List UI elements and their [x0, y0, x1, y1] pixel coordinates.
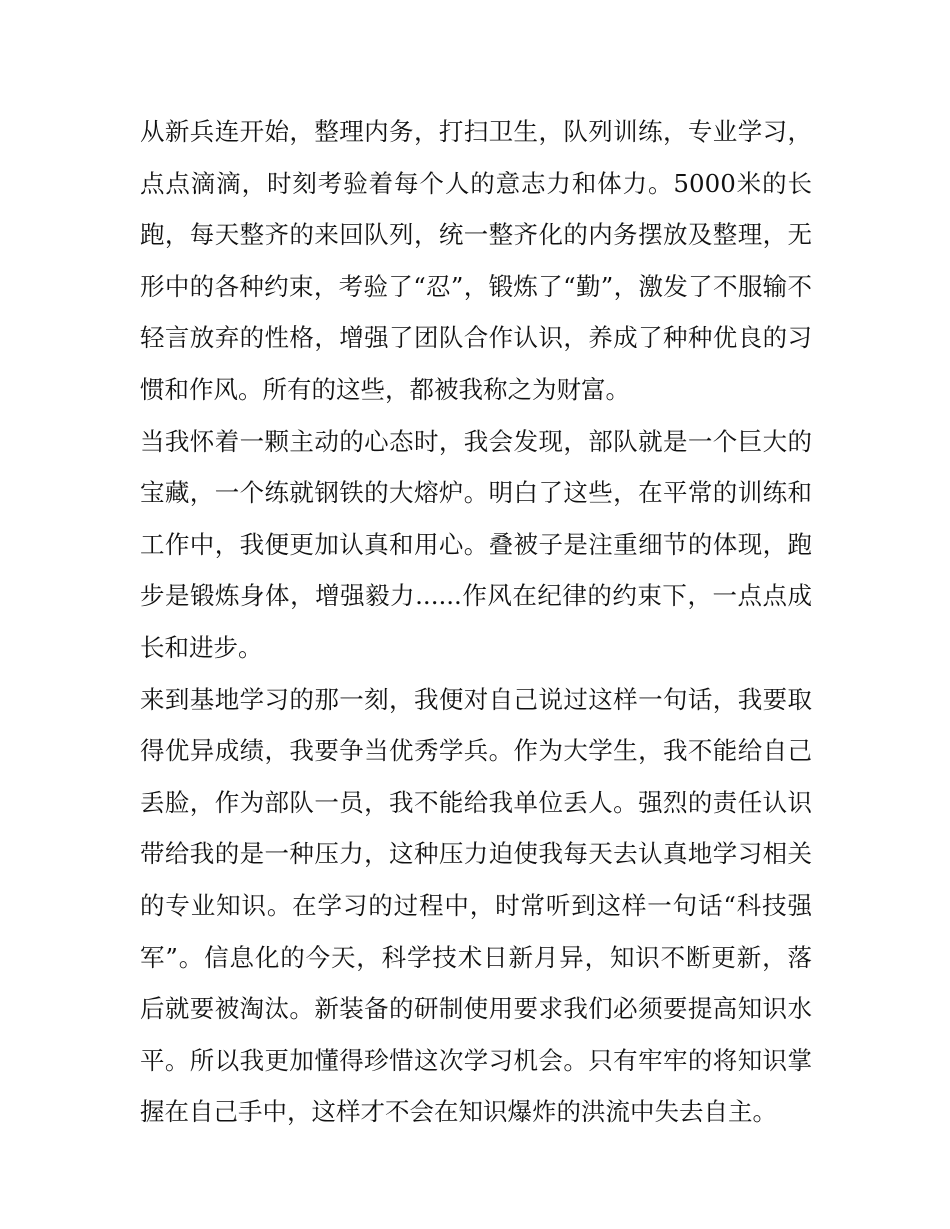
paragraph-1: 从新兵连开始，整理内务，打扫卫生，队列训练，专业学习，点点滴滴，时刻考验着每个人的意志力和体力。5000米的长跑，每天整齐的来回队列，统一整齐化的内务摆放及整理，无形中的各种约束，考验了“忍”，锻炼了“勤”，激发了不服输不轻言放弃的性格，增强了团队合作认识，养成了种种优良的习惯和作风。所有的这些，都被我称之为财富。 — [140, 117, 812, 404]
paragraph-2: 当我怀着一颗主动的心态时，我会发现，部队就是一个巨大的宝藏，一个练就钢铁的大熔炉。明白了这些，在平常的训练和工作中，我便更加认真和用心。叠被子是注重细节的体现，跑步是锻炼身体，增强毅力......作风在纪律的约束下，一点点成长和进步。 — [140, 426, 812, 662]
paragraph-3: 来到基地学习的那一刻，我便对自己说过这样一句话，我要取得优异成绩，我要争当优秀学兵。作为大学生，我不能给自己丢脸，作为部队一员，我不能给我单位丢人。强烈的责任认识带给我的是一种压力，这种压力迫使我每天去认真地学习相关的专业知识。在学习的过程中，时常听到这样一句话“科技强军”。信息化的今天，科学技术日新月异，知识不断更新，落后就要被淘汰。新装备的研制使用要求我们必须要提高知识水平。所以我更加懂得珍惜这次学习机会。只有牢牢的将知识掌握在自己手中，这样才不会在知识爆炸的洪流中失去自主。 — [140, 684, 812, 1127]
document-body — [140, 106, 812, 1138]
